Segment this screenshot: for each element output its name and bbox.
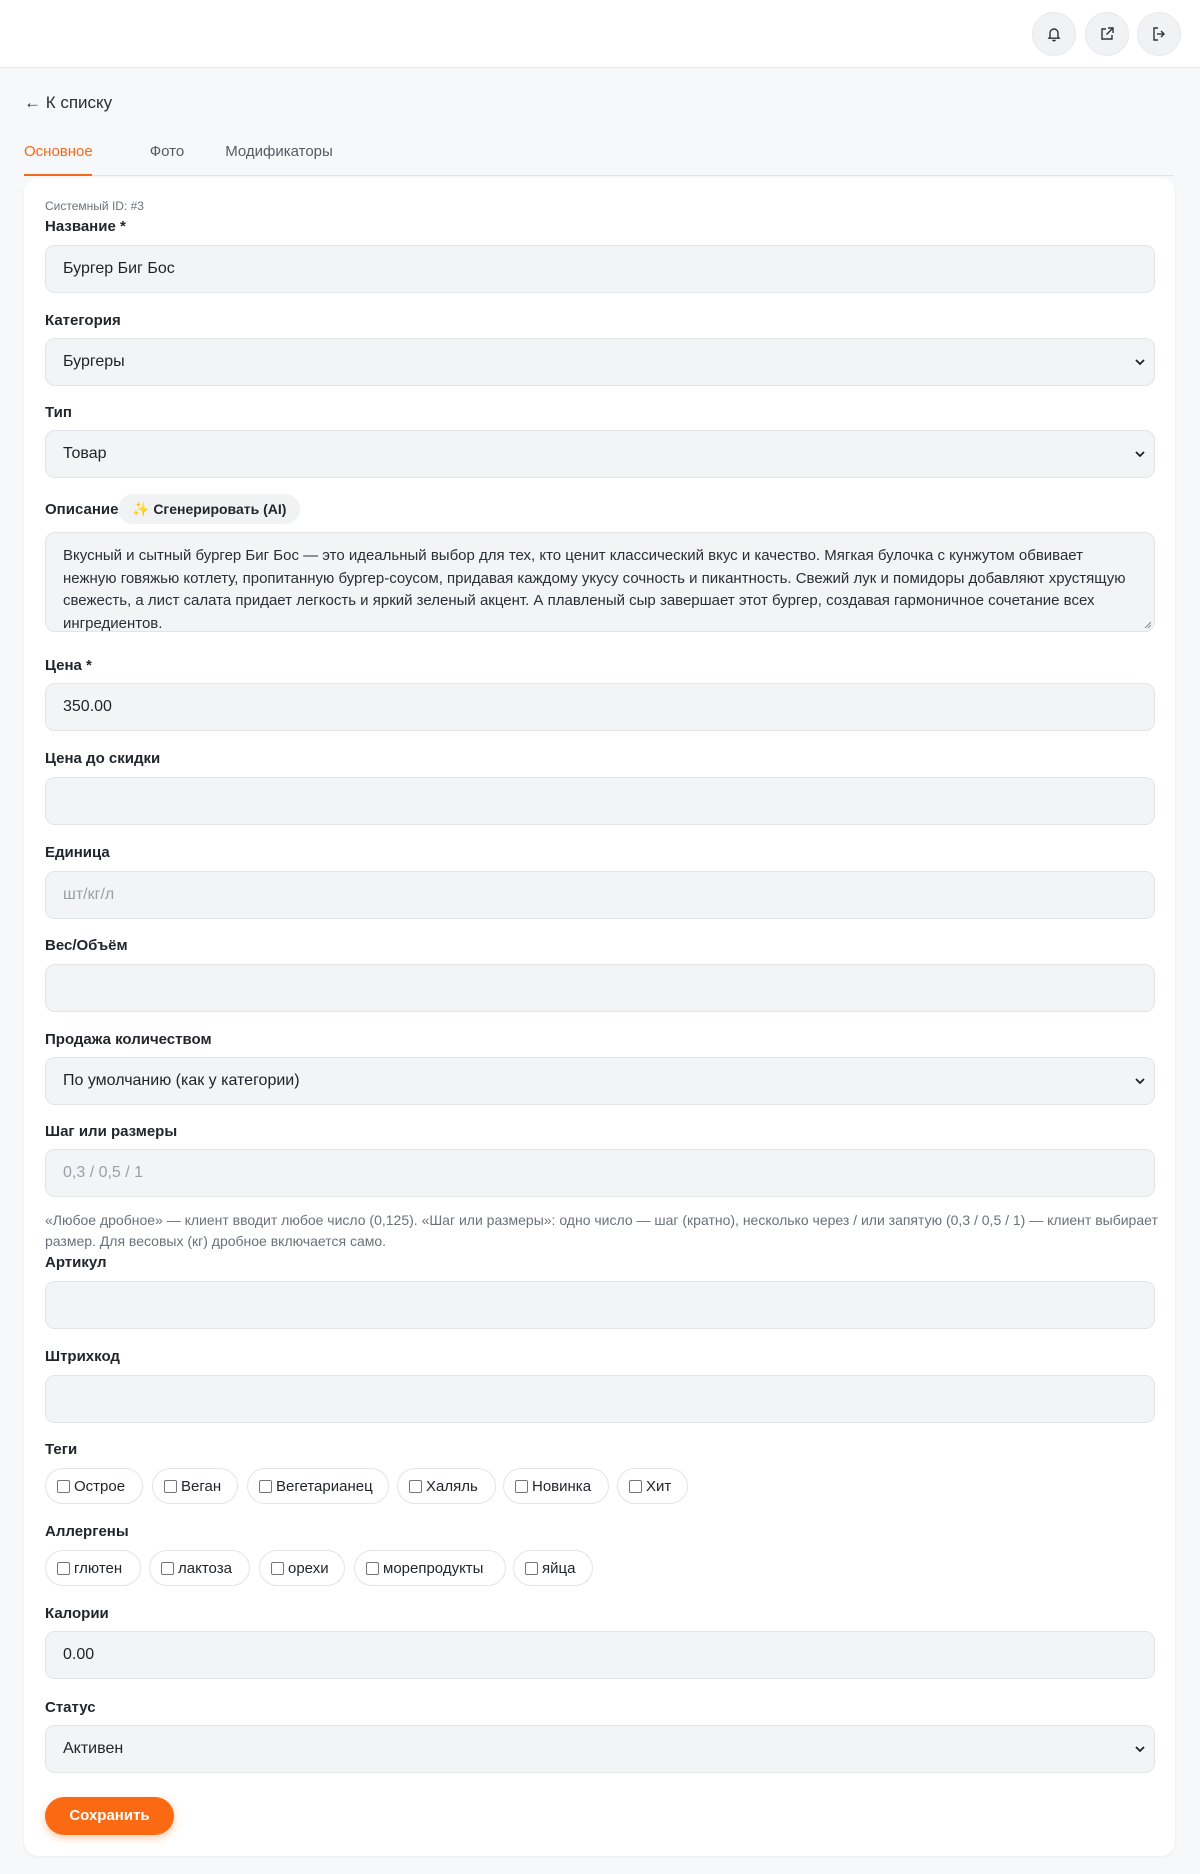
barcode-input[interactable] bbox=[45, 1375, 1155, 1423]
tag-label: Веган bbox=[181, 1477, 222, 1495]
checkbox[interactable] bbox=[525, 1562, 538, 1575]
logout-button[interactable] bbox=[1137, 12, 1181, 56]
sku-label: Артикул bbox=[45, 1254, 107, 1271]
type-label: Тип bbox=[45, 404, 72, 421]
tag-chip[interactable] bbox=[397, 1468, 496, 1504]
allergen-chip[interactable] bbox=[45, 1550, 141, 1586]
weight-label: Вес/Объём bbox=[45, 937, 128, 954]
tag-chip[interactable] bbox=[617, 1468, 688, 1504]
description-label: Описание bbox=[45, 501, 119, 518]
checkbox[interactable] bbox=[366, 1562, 379, 1575]
old-price-label: Цена до скидки bbox=[45, 750, 161, 767]
tag-chip[interactable] bbox=[503, 1468, 609, 1504]
checkbox[interactable] bbox=[271, 1562, 284, 1575]
barcode-label: Штрихкод bbox=[45, 1348, 120, 1365]
tag-label: Халяль bbox=[426, 1477, 478, 1495]
price-label: Цена * bbox=[45, 657, 92, 674]
external-link-icon bbox=[1099, 26, 1115, 42]
name-input[interactable]: Бургер Биг Бос bbox=[45, 245, 1155, 293]
save-button[interactable]: Сохранить bbox=[45, 1797, 174, 1835]
allergen-chip[interactable] bbox=[149, 1550, 250, 1586]
tag-label: Вегетарианец bbox=[276, 1477, 373, 1495]
old-price-input[interactable] bbox=[45, 777, 1155, 825]
resize-handle-icon[interactable] bbox=[1142, 619, 1152, 629]
allergen-chip[interactable] bbox=[354, 1550, 506, 1586]
checkbox[interactable] bbox=[629, 1480, 642, 1493]
quantity-sale-select[interactable] bbox=[45, 1057, 1155, 1105]
allergen-label: яйца bbox=[542, 1559, 576, 1577]
checkbox[interactable] bbox=[164, 1480, 177, 1493]
category-value: Бургеры bbox=[63, 353, 125, 370]
type-value: Товар bbox=[63, 445, 107, 462]
description-textarea[interactable] bbox=[45, 532, 1155, 632]
type-select[interactable] bbox=[45, 430, 1155, 478]
status-select[interactable] bbox=[45, 1725, 1155, 1773]
step-input[interactable]: 0,3 / 0,5 / 1 bbox=[45, 1149, 1155, 1197]
generate-ai-button[interactable]: ✨ Сгенерировать (AI) bbox=[118, 494, 300, 524]
top-bar bbox=[0, 0, 1200, 68]
price-input[interactable]: 350.00 bbox=[45, 683, 1155, 731]
allergen-label: орехи bbox=[288, 1559, 329, 1577]
quantity-sale-value: По умолчанию (как у категории) bbox=[63, 1072, 300, 1089]
unit-input[interactable]: шт/кг/л bbox=[45, 871, 1155, 919]
status-value: Активен bbox=[63, 1740, 124, 1757]
chevron-down-icon bbox=[1134, 1075, 1146, 1087]
allergen-label: глютен bbox=[74, 1559, 123, 1577]
allergen-chip[interactable] bbox=[513, 1550, 593, 1586]
tag-label: Острое bbox=[74, 1477, 126, 1495]
step-hint: «Любое дробное» — клиент вводит любое число (0,125). «Шаг или размеры»: одно число — шаг (кратно), несколько через / или запятую (0,3 / 0,5 / 1) — клиент выбирает размер. Для весовых (кг) дробное включается само. bbox=[45, 1212, 1158, 1249]
checkbox[interactable] bbox=[409, 1480, 422, 1493]
calories-label: Калории bbox=[45, 1605, 109, 1622]
quantity-sale-label: Продажа количеством bbox=[45, 1031, 212, 1048]
back-to-list-link[interactable]: ← К списку bbox=[24, 93, 113, 112]
tag-chip[interactable] bbox=[152, 1468, 238, 1504]
chevron-down-icon bbox=[1134, 1743, 1146, 1755]
checkbox[interactable] bbox=[259, 1480, 272, 1493]
weight-input[interactable] bbox=[45, 964, 1155, 1012]
open-site-button[interactable] bbox=[1085, 12, 1129, 56]
tab-bar bbox=[24, 136, 1174, 176]
checkbox[interactable] bbox=[515, 1480, 528, 1493]
notifications-button[interactable] bbox=[1032, 12, 1076, 56]
checkbox[interactable] bbox=[57, 1562, 70, 1575]
unit-label: Единица bbox=[45, 844, 110, 861]
tag-label: Хит bbox=[646, 1477, 672, 1495]
checkbox[interactable] bbox=[57, 1480, 70, 1493]
tab-main[interactable] bbox=[24, 136, 92, 176]
allergen-label: лактоза bbox=[178, 1559, 232, 1577]
tag-chip[interactable] bbox=[247, 1468, 389, 1504]
tab-modifiers[interactable]: Модификаторы bbox=[225, 143, 333, 160]
description-text: Вкусный и сытный бургер Биг Бос — это идеальный выбор для тех, кто ценит классический вкус и качество. Мягкая булочка с кунжутом обвивает нежную говяжью котлету, пропитанную бургер-соусом, придавая каждому укусу сочность и пикантность. Свежий лук и помидоры добавляют хрустящую свежесть, а лист салата придает легкость и яркий зеленый акцент. А плавленый сыр завершает этот бургер, создавая гармоничное сочетание всех ингредиентов. bbox=[63, 547, 1126, 632]
tag-label: Новинка bbox=[532, 1477, 592, 1495]
checkbox[interactable] bbox=[161, 1562, 174, 1575]
chevron-down-icon bbox=[1134, 356, 1146, 368]
calories-input[interactable]: 0.00 bbox=[45, 1631, 1155, 1679]
allergen-label: морепродукты bbox=[383, 1559, 484, 1577]
tag-chip[interactable] bbox=[45, 1468, 143, 1504]
allergens-label: Аллергены bbox=[45, 1523, 129, 1540]
status-label: Статус bbox=[45, 1699, 96, 1716]
category-label: Категория bbox=[45, 312, 121, 329]
logout-icon bbox=[1151, 26, 1167, 42]
tab-main-label: Основное bbox=[24, 143, 93, 160]
step-label: Шаг или размеры bbox=[45, 1123, 178, 1140]
tab-photo[interactable]: Фото bbox=[149, 143, 185, 160]
bell-icon bbox=[1046, 26, 1062, 42]
system-id: Системный ID: #3 bbox=[45, 199, 144, 213]
tags-label: Теги bbox=[45, 1441, 78, 1458]
name-label: Название * bbox=[45, 218, 126, 235]
category-select[interactable] bbox=[45, 338, 1155, 386]
sku-input[interactable] bbox=[45, 1281, 1155, 1329]
allergen-chip[interactable] bbox=[259, 1550, 345, 1586]
chevron-down-icon bbox=[1134, 448, 1146, 460]
